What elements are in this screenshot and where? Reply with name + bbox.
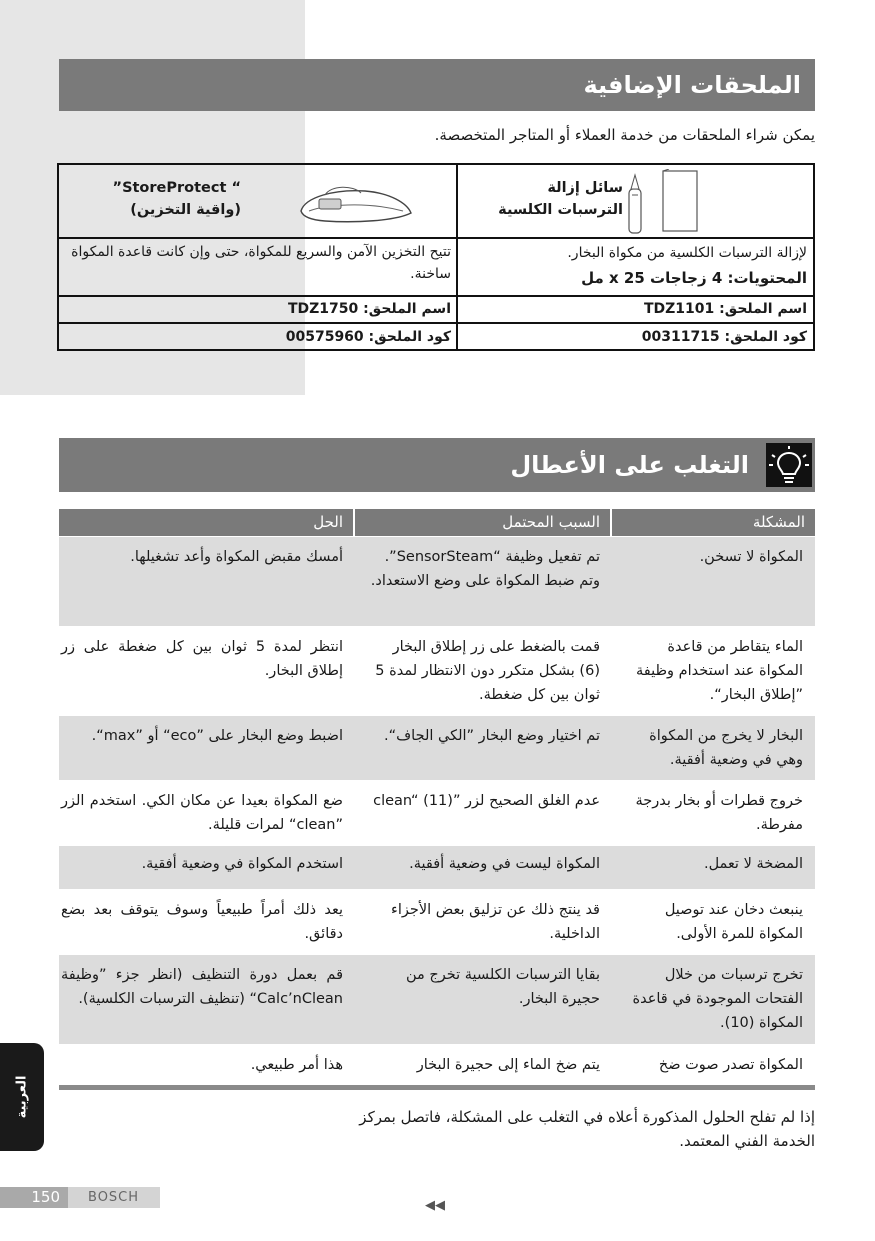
accessories-table	[57, 163, 815, 351]
solution-cell: انتظر لمدة 5 ثوان بين كل ضغطة على زر إطلاق البخار.	[61, 639, 343, 679]
language-tab	[0, 1043, 44, 1151]
cause-cell: عدم الغلق الصحيح لزر ”clean“ (11)	[373, 793, 600, 809]
footer-note: إذا لم تفلح الحلول المذكورة أعلاه في التغلب على المشكلة، فاتصل بمركز الخدمة الفني المعتمد.	[359, 1108, 815, 1150]
cause-cell: قمت بالضغط على زر إطلاق البخار (6) بشكل متكرر دون الانتظار لمدة 5 ثوان بين كل ضغطة.	[375, 639, 600, 703]
table-bottom-rule	[59, 1085, 815, 1090]
troubleshooting-section-title	[59, 438, 815, 492]
solution-cell: ضع المكواة بعيدا عن مكان الكي. استخدم الزر ”clean“ لمرات قليلة.	[61, 793, 343, 833]
solution-cell: استخدم المكواة في وضعية أفقية.	[141, 856, 343, 872]
lightbulb-icon	[766, 443, 812, 487]
problem-cell: تخرج ترسبات من خلال الفتحات الموجودة في قاعدة المكواة (10).	[632, 967, 803, 1031]
column-header-cause: السبب المحتمل	[355, 509, 610, 536]
table-divider	[59, 237, 813, 239]
cause-cell: يتم ضخ الماء إلى حجيرة البخار	[416, 1057, 600, 1073]
table-row	[59, 781, 815, 845]
column-header-problem: المشكلة	[612, 509, 815, 536]
accessory-description: تتيح التخزين الآمن والسريع للمكواة، حتى وإن كانت قاعدة المكواة ساخنة.	[71, 244, 451, 282]
table-row	[59, 1045, 815, 1085]
accessories-section-title: الملحقات الإضافية	[59, 59, 815, 111]
problem-cell: المكواة لا تسخن.	[699, 549, 803, 565]
accessory-id: اسم الملحق: TDZ1750	[287, 301, 451, 317]
table-row	[59, 846, 815, 889]
cause-cell: المكواة ليست في وضعية أفقية.	[409, 856, 600, 872]
solution-cell: قم بعمل دورة التنظيف (انظر جزء ”وظيفة Calc’nClean“ (تنظيف الترسبات الكلسية).	[61, 967, 343, 1007]
table-row	[59, 716, 815, 780]
table-row	[59, 537, 815, 626]
column-header-solution: الحل	[59, 509, 353, 536]
solution-cell: اضبط وضع البخار على ”eco“ أو ”max“.	[91, 728, 343, 744]
solution-cell: أمسك مقبض المكواة وأعد تشغيلها.	[130, 549, 343, 565]
table-row	[59, 955, 815, 1044]
problem-cell: ينبعث دخان عند توصيل المكواة للمرة الأولى.	[664, 902, 803, 942]
table-divider	[59, 295, 813, 297]
descaler-bottle-icon	[623, 169, 703, 235]
solution-cell: هذا أمر طبيعي.	[250, 1057, 343, 1073]
problem-cell: المضخة لا تعمل.	[703, 856, 803, 872]
problem-cell: خروج قطرات أو بخار بدرجة مفرطة.	[635, 793, 803, 833]
language-tab-label: العربية	[14, 1075, 30, 1119]
brand-name: BOSCH	[88, 1190, 140, 1205]
accessory-contents: المحتويات: 4 زجاجات x 25 مل	[581, 269, 807, 287]
cause-cell: تم تفعيل وظيفة “SensorSteam”. وتم ضبط المكواة على وضع الاستعداد.	[370, 549, 600, 589]
cause-cell: بقايا الترسبات الكلسية تخرج من حجيرة البخار.	[406, 967, 600, 1007]
cause-cell: قد ينتج ذلك عن تزليق بعض الأجزاء الداخلية.	[391, 902, 600, 942]
accessory-name: سائل إزالة الترسبات الكلسية	[498, 180, 623, 218]
page-number: 150	[0, 1187, 68, 1208]
table-row	[59, 627, 815, 715]
accessory-description: لإزالة الترسبات الكلسية من مكواة البخار.	[567, 245, 807, 261]
accessory-code: كود الملحق: 00311715	[641, 329, 807, 345]
store-protect-cover-icon	[295, 183, 415, 229]
problem-cell: المكواة تصدر صوت ضخ	[658, 1057, 803, 1073]
solution-cell: يعد ذلك أمراً طبيعياً وسوف يتوقف بعد بضع دقائق.	[61, 902, 343, 942]
accessory-id: اسم الملحق: TDZ1101	[643, 301, 807, 317]
nav-arrows-icon: ◀◀	[425, 1198, 445, 1213]
accessories-intro: يمكن شراء الملحقات من خدمة العملاء أو المتاجر المتخصصة.	[434, 126, 815, 144]
cause-cell: تم اختيار وضع البخار ”الكي الجاف“.	[384, 728, 600, 744]
section-title-text: التغلب على الأعطال	[510, 451, 749, 479]
table-row	[59, 890, 815, 954]
table-divider	[59, 322, 813, 324]
accessory-code: كود الملحق: 00575960	[285, 329, 451, 345]
accessory-name: “ StoreProtect” (واقية التخزين)	[112, 180, 241, 218]
page-footer-bar	[0, 1187, 160, 1208]
problem-cell: البخار لا يخرج من المكواة وهي في وضعية أفقية.	[649, 728, 803, 768]
problem-cell: الماء يتقاطر من قاعدة المكواة عند استخدام وظيفة ”إطلاق البخار“.	[636, 639, 803, 703]
